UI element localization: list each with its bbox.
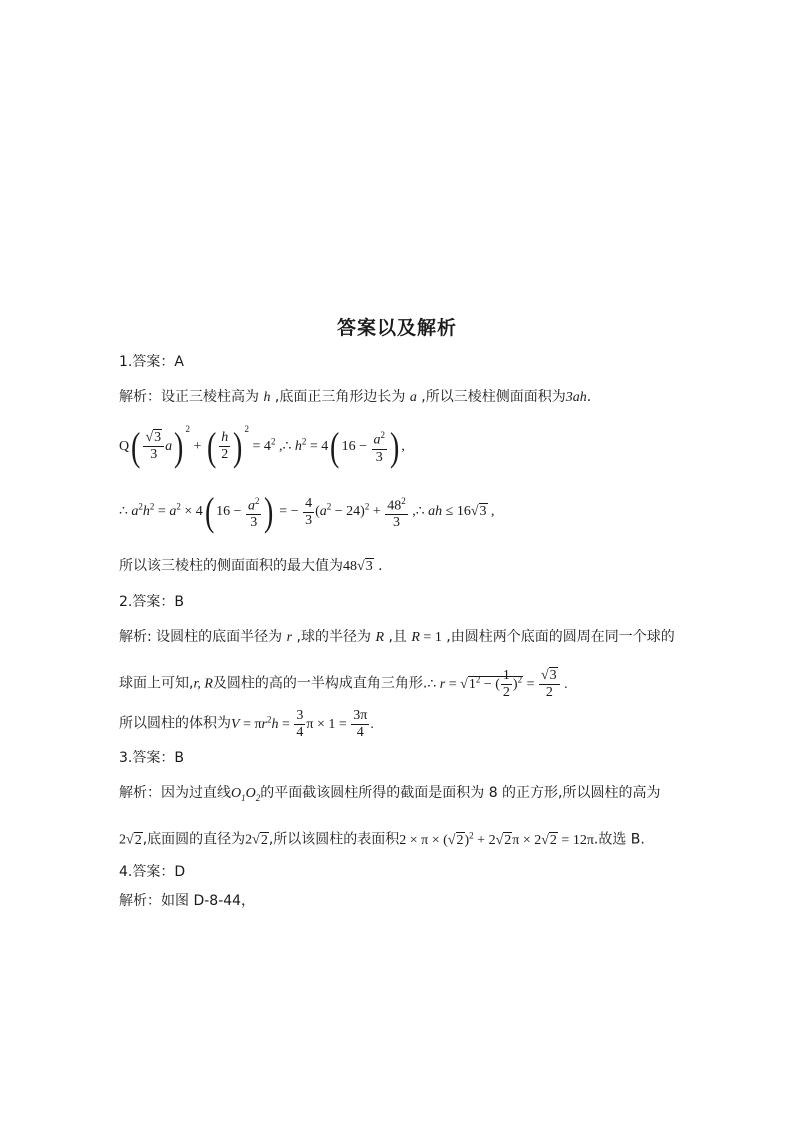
q2-explanation-1: 解析: 设圆柱的底面半径为 r ,球的半径为 R ,且 R = 1 ,由圆柱两个底面的圆周在同一个球的	[119, 629, 675, 645]
q1-equation-2: ∴ $a^2h^2 = a^2 \times 4$( 16 − $\frac{a^2}{3}$ ) = − $\frac{4}{3}$ $(a^2 - 24)^2$ + $\frac{48^2}{3}$ ,∴ ah ≤ 16√3 ,	[119, 489, 495, 534]
q3-answer: 3.答案：B	[119, 750, 184, 766]
q2-explanation-2: 球面上可知,r, R及圆柱的高的一半构成直角三角形.∴ $r = √1^2$ − ( $\frac{1}{2}$ )$^2$ = $\frac{√3}{2}$ .	[119, 668, 568, 700]
q4-answer: 4.答案：D	[119, 864, 186, 880]
q2-answer: 2.答案：B	[119, 594, 184, 610]
q1-explanation: 解析：设正三棱柱高为 h ,底面正三角形边长为 a ,所以三棱柱侧面面积为3ah.	[119, 389, 592, 405]
q1-equation-1: Q( $\frac{√3}{3}$ a) $^2$ + ( $\frac{h}{2}$ ) $^2 = 4^2$ ,∴ $h^2 = 4$( 16 − $\frac{a^2}{3}$ ) ,	[119, 423, 405, 469]
q4-explanation: 解析：如图 D-8-44，	[119, 893, 256, 909]
q1-answer: 1.答案：A	[119, 354, 184, 370]
q3-explanation-1: 解析：因为过直线$O_1O_2$的平面截该圆柱所得的截面是面积为 8 的正方形,所以圆柱的高为	[119, 785, 661, 803]
q3-explanation-2: 2√2,底面圆的直径为2√2,所以该圆柱的表面积$2 \times \pi \times (√2)^2 + 2√2\pi \times 2√2 = 12\pi$.故选 B.	[119, 830, 645, 848]
q1-final: 所以该三棱柱的侧面面积的最大值为48√3 .	[119, 558, 383, 574]
page-title: 答案以及解析	[336, 317, 457, 339]
q2-explanation-3: 所以圆柱的体积为$V = \pi r^2h$ = $\frac{3}{4}$ π × 1 = $\frac{3\pi}{4}$ .	[119, 708, 374, 740]
